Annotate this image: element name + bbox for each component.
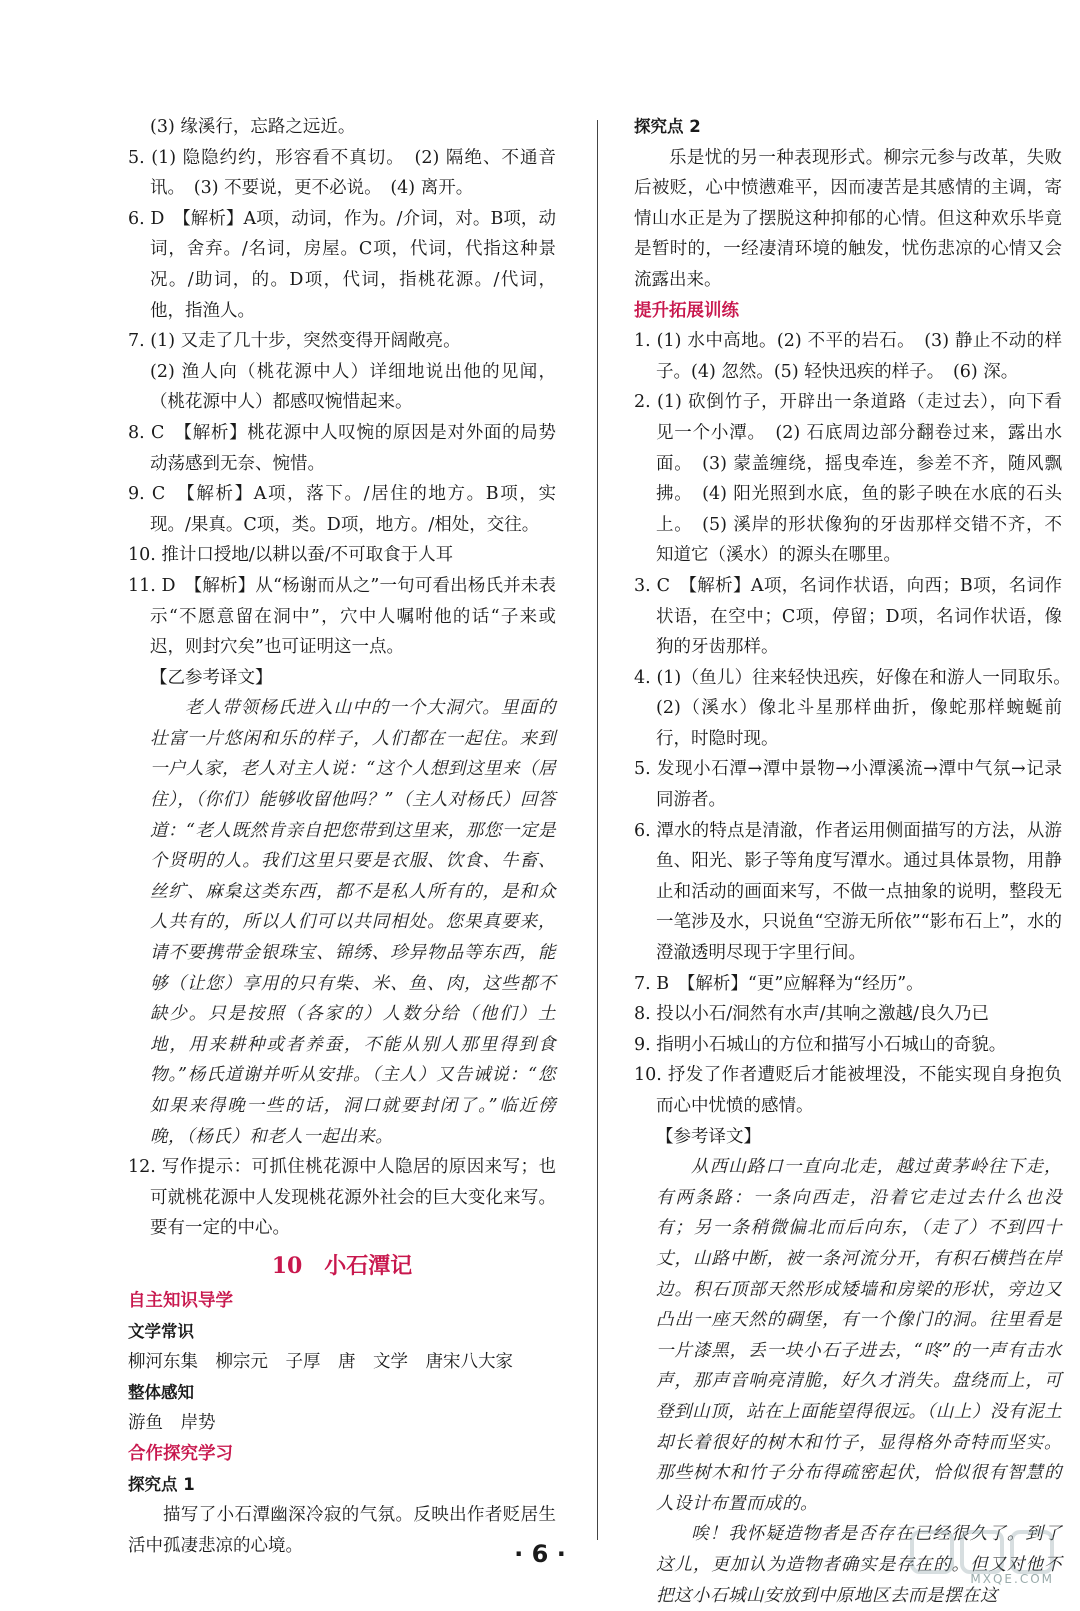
column-divider xyxy=(597,120,598,1540)
reference-translation-heading: 【参考译文】 xyxy=(656,1126,761,1147)
reference-translation-p2: 唉！我怀疑造物者是否存在已经很久了。到了这儿，更加认为造物者确实是存在的。但又对他不把这小石城山安放到中原地区去而是摆在这 xyxy=(656,1524,1062,1606)
exercise-3: 3. C 【解析】A项，名词作状语，向西；B项，名词作状语，在空中；C项，停留；D项，名词作状语，像狗的牙齿那样。 xyxy=(634,575,1062,658)
exercise-4: 4. (1)（鱼儿）往来轻快迅疾，好像在和游人一同取乐。 (2)（溪水）像北斗星那样曲折，像蛇那样蜿蜒前行，时隐时现。 xyxy=(634,667,1080,749)
translation-heading: 【乙参考译文】 xyxy=(150,667,273,688)
exercise-2: 2. (1) 砍倒竹子，开辟出一条道路（走过去），向下看见一个小潭。 (2) 石底周边部分翻卷过来，露出水面。 (3) 蒙盖缠绕，摇曳牵连，参差不齐，随风飘拂。 (4) 阳光照到水底，鱼的影子映在水底的石头上。 (5) 溪岸的形状像狗的牙齿那样交错不齐，不知道它（溪水）的源头在哪里。 xyxy=(634,392,1062,566)
section-heading-hezuo: 合作探究学习 xyxy=(128,1443,233,1464)
answer-8: 8. C 【解析】桃花源中人叹惋的原因是对外面的局势动荡感到无奈、惋惜。 xyxy=(128,422,556,474)
left-column xyxy=(128,112,556,1561)
exercise-5: 5. 发现小石潭→潭中景物→小潭溪流→潭中气氛→记录同游者。 xyxy=(634,759,1062,811)
reference-translation-p1: 从西山路口一直向北走，越过黄茅岭往下走，有两条路：一条向西走，沿着它走过去什么也没有；另一条稍微偏北而后向东，（走了）不到四十丈，山路中断，被一条河流分开，有积石横挡在岸边。积石顶部天然形成矮墙和房梁的形状，旁边又凸出一座天然的碉堡，有一个像门的洞。往里看是一片漆黑，丢一块小石子进去，“咚”的一声有击水声，那声音响亮清脆，好久才消失。盘绕而上，可登到山顶，站在上面能望得很远。（山上）没有泥土却长着很好的树木和竹子，显得格外奇特而坚实。那些树木和竹子分布得疏密起伏，恰似很有智慧的人设计布置而成的。 xyxy=(656,1157,1062,1514)
translation-text: 老人带领杨氏进入山中的一个大洞穴。里面的壮富一片悠闲和乐的样子，人们都在一起住。来到一户人家，老人对主人说：“这个人想到这里来（居住），（你们）能够收留他吗？”（主人对杨氏）回答道：“老人既然肯亲自把您带到这里来，那您一定是个贤明的人。我们这里只要是衣服、饮食、牛畜、丝纩、麻枲这类东西，都不是私人所有的，是和众人共有的，所以人们可以共同相处。您果真要来，请不要携带金银珠宝、锦绣、珍异物品等东西，能够（让您）享用的只有柴、米、鱼、肉，这些都不缺少。只是按照（各家的）人数分给（他们）土地，用来耕种或者养蚕，不能从别人那里得到食物。”杨氏道谢并听从安排。（主人）又告诫说：“您如果来得晚一些的话，洞口就要封闭了。”临近傍晚，（杨氏）和老人一起出来。 xyxy=(150,698,556,1147)
exercise-10: 10. 抒发了作者遭贬后才能被埋没，不能实现自身抱负而心中忧愤的感情。 xyxy=(634,1065,1062,1116)
exercise-9: 9. 指明小石城山的方位和描写小石城山的奇貌。 xyxy=(634,1034,1007,1055)
right-column xyxy=(634,112,1080,1611)
section-heading-tisheng: 提升拓展训练 xyxy=(634,300,739,321)
zhengti-answer: 游鱼 岸势 xyxy=(128,1413,216,1434)
answer-7-1: 7. (1) 又走了几十步，突然变得开阔敞亮。 xyxy=(128,331,461,352)
exercise-7: 7. B 【解析】“更”应解释为“经历”。 xyxy=(634,973,924,994)
answer-7-2: (2) 渔人向（桃花源中人）详细地说出他的见闻，（桃花源中人）都感叹惋惜起来。 xyxy=(150,361,556,413)
answer-12: 12. 写作提示：可抓住桃花源中人隐居的原因来写；也可就桃花源中人发现桃花源外社会的巨大变化来写。要有一定的中心。 xyxy=(128,1157,556,1239)
tanjiu-1-answer: 描写了小石潭幽深冷寂的气氛。反映出作者贬居生活中孤凄悲凉的心境。 xyxy=(128,1505,556,1556)
exercise-6: 6. 潭水的特点是清澈，作者运用侧面描写的方法，从游鱼、阳光、影子等角度写潭水。通过具体景物，用静止和活动的画面来写，不做一点抽象的说明，整段无一笔涉及水，只说鱼“空游无所依”“影布石上”，水的澄澈透明尽现于字里行间。 xyxy=(634,820,1062,964)
answer-9: 9. C 【解析】A项，落下。/居住的地方。B项，实现。/果真。C项，类。D项，地方。/相处，交往。 xyxy=(128,484,556,535)
wenxue-answer: 柳河东集 柳宗元 子厚 唐 文学 唐宋八大家 xyxy=(128,1352,513,1373)
subheading-tanjiu-1: 探究点 1 xyxy=(128,1474,195,1494)
answer-10: 10. 推计口授地/以耕以蚕/不可取食于人耳 xyxy=(128,545,454,566)
lesson-title: 10 小石潭记 xyxy=(271,1252,413,1279)
answer-6: 6. D 【解析】A项，动词，作为。/介词，对。B项，动词，舍弃。/名词，房屋。C项，代词，代指这种景况。/助词，的。D项，代词，指桃花源。/代词，他，指渔人。 xyxy=(128,208,556,321)
page-number: · 6 · xyxy=(514,1540,566,1568)
section-heading-zizhu: 自主知识导学 xyxy=(128,1290,233,1311)
answer-5: 5. (1) 隐隐约约，形容看不真切。 (2) 隔绝、不通音讯。 (3) 不要说，更不必说。 (4) 离开。 xyxy=(128,147,556,199)
tanjiu-2-answer: 乐是忧的另一种表现形式。柳宗元参与改革，失败后被贬，心中愤懑难平，因而凄苦是其感情的主调，寄情山水正是为了摆脱这种抑郁的心情。但这种欢乐毕竟是暂时的，一经凄清环境的触发，忧伤悲凉的心情又会流露出来。 xyxy=(634,147,1062,290)
subheading-zhengti: 整体感知 xyxy=(128,1382,194,1402)
subheading-tanjiu-2: 探究点 2 xyxy=(634,117,701,136)
exercise-8: 8. 投以小石/洞然有水声/其响之激越/良久乃已 xyxy=(634,1004,989,1025)
answer-11: 11. D 【解析】从“杨谢而从之”一句可看出杨氏并未表示“不愿意留在洞中”，穴中人嘱咐他的话“子来或迟，则封穴矣”也可证明这一点。 xyxy=(128,575,556,658)
exercise-1: 1. (1) 水中高地。(2) 不平的岩石。 (3) 静止不动的样子。(4) 忽然。(5) 轻快迅疾的样子。 (6) 深。 xyxy=(634,331,1062,382)
answer-4-3: (3) 缘溪行，忘路之远近。 xyxy=(150,117,356,137)
subheading-wenxue: 文学常识 xyxy=(128,1321,194,1341)
watermark-text: MXQE.COM xyxy=(970,1572,1054,1586)
